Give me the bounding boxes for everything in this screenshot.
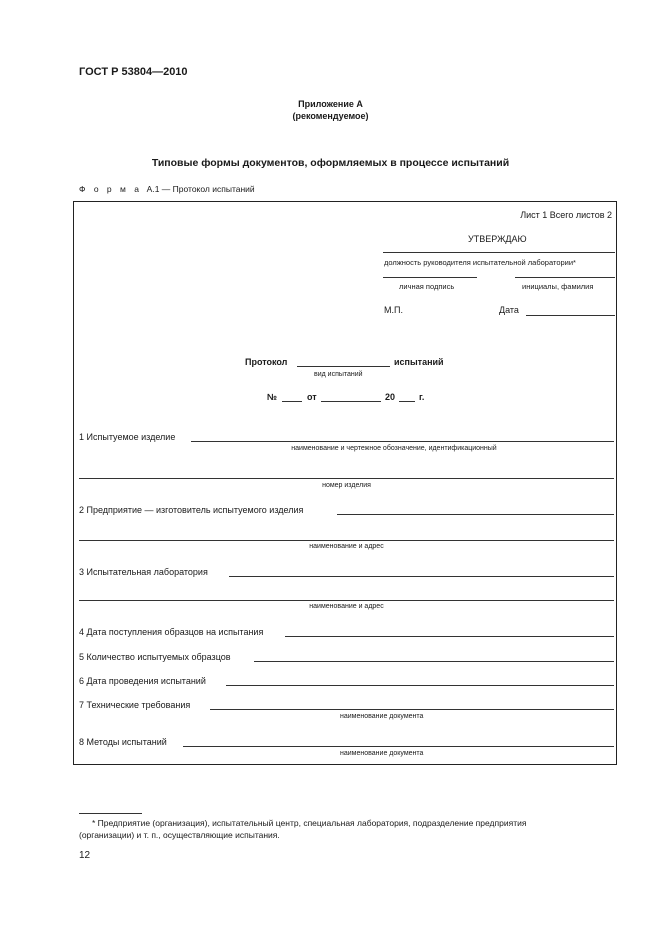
appendix-title: Приложение А	[298, 99, 363, 109]
form-label-prefix: Ф о р м а	[79, 184, 142, 194]
item-5-line	[254, 661, 614, 662]
page-number: 12	[79, 850, 91, 861]
item-1-extra-caption: номер изделия	[322, 482, 371, 489]
protocol-caption: вид испытаний	[314, 371, 363, 378]
footnote-line-2: (организации) и т. п., осуществляющие испытания.	[79, 830, 280, 840]
date-from-line	[321, 401, 381, 402]
standard-designation: ГОСТ Р 53804—2010	[79, 66, 188, 78]
form-label	[79, 184, 255, 194]
protocol-type-line	[297, 366, 390, 367]
initials-caption: инициалы, фамилия	[522, 282, 594, 291]
protocol-form	[73, 201, 617, 765]
item-4-line	[285, 636, 614, 637]
signature-line	[383, 277, 477, 278]
item-3-extra-line	[79, 600, 614, 601]
item-7-label: 7 Технические требования	[79, 700, 191, 710]
year-line	[399, 401, 415, 402]
footnote-line-1: * Предприятие (организация), испытательный центр, специальная лаборатория, подразделение предприятия	[92, 818, 527, 828]
position-line	[383, 252, 615, 253]
form-label-text: А.1 — Протокол испытаний	[146, 184, 255, 194]
seal-label: М.П.	[384, 305, 403, 315]
item-2-label: 2 Предприятие — изготовитель испытуемого изделия	[79, 505, 304, 515]
date-line	[526, 315, 615, 316]
item-6-label: 6 Дата проведения испытаний	[79, 676, 206, 686]
sheet-count: Лист 1 Всего листов 2	[520, 210, 612, 220]
item-5-label: 5 Количество испытуемых образцов	[79, 652, 231, 662]
footnote-rule	[79, 813, 142, 814]
item-2-line	[337, 514, 614, 515]
item-6-line	[226, 685, 614, 686]
item-4-label: 4 Дата поступления образцов на испытания	[79, 627, 264, 637]
appendix-subtitle: (рекомендуемое)	[292, 111, 369, 121]
date-label: Дата	[499, 305, 519, 315]
item-1-line	[191, 441, 614, 442]
item-3-line	[229, 576, 614, 577]
year-prefix: 20	[385, 392, 396, 402]
item-2-extra-caption: наименование и адрес	[309, 543, 384, 550]
item-8-label: 8 Методы испытаний	[79, 737, 167, 747]
item-2-extra-line	[79, 540, 614, 541]
number-line	[282, 401, 302, 402]
item-7-line	[210, 709, 614, 710]
item-1-extra-line	[79, 478, 614, 479]
document-title: Типовые формы документов, оформляемых в процессе испытаний	[151, 157, 510, 169]
item-1-label: 1 Испытуемое изделие	[79, 432, 176, 442]
position-caption: должность руководителя испытательной лаборатории*	[384, 258, 576, 267]
item-1-caption: наименование и чертежное обозначение, идентификационный	[291, 445, 497, 452]
item-7-caption: наименование документа	[340, 713, 424, 720]
year-suffix: г.	[419, 392, 425, 402]
item-8-caption: наименование документа	[340, 750, 424, 757]
protocol-prefix: Протокол	[245, 357, 288, 367]
item-3-label: 3 Испытательная лаборатория	[79, 567, 208, 577]
protocol-suffix: испытаний	[394, 357, 444, 367]
from-label: от	[307, 392, 317, 402]
item-3-extra-caption: наименование и адрес	[309, 603, 384, 610]
number-sign: №	[267, 392, 278, 402]
initials-line	[515, 277, 615, 278]
signature-caption: личная подпись	[399, 282, 455, 291]
approve-label: УТВЕРЖДАЮ	[468, 234, 527, 244]
item-8-line	[183, 746, 614, 747]
